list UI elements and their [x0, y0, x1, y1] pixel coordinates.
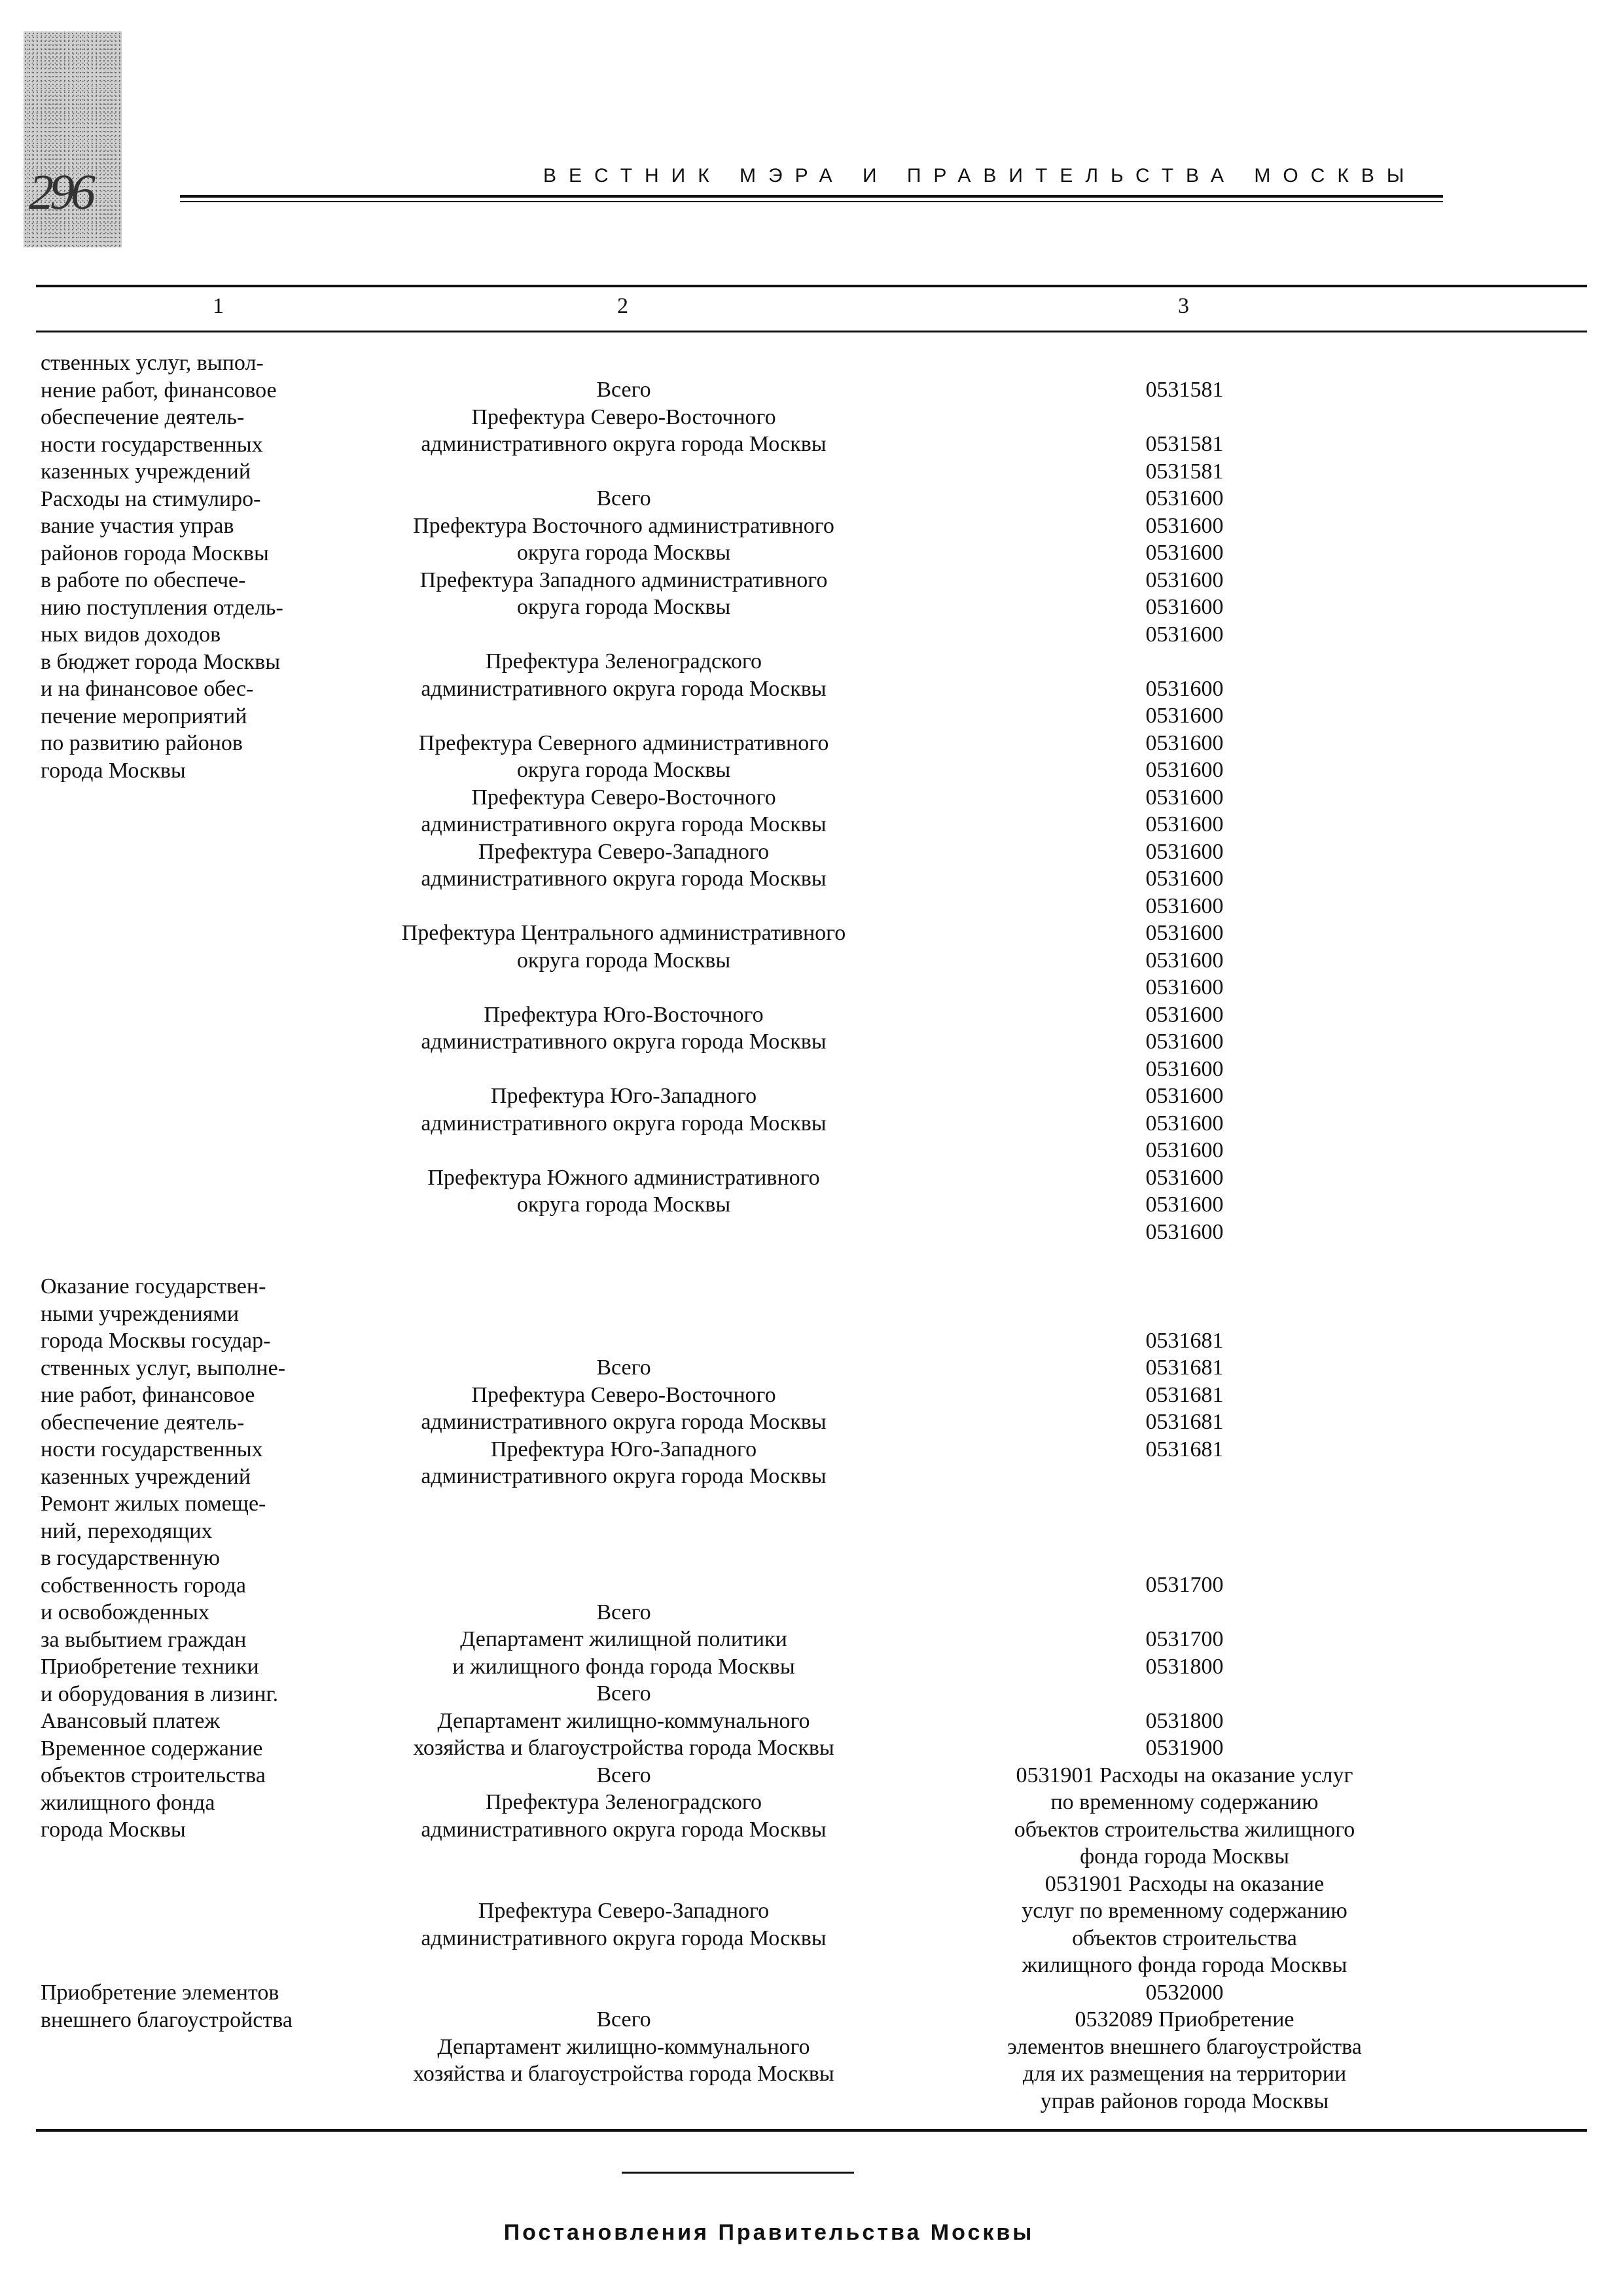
- col3-line: 0532000: [1145, 1980, 1224, 2005]
- col2-line: административного округа города Москвы: [421, 1030, 827, 1054]
- col3-line: 0531600: [1145, 1084, 1224, 1108]
- col3-line: 0532089 Приобретение: [1075, 2007, 1294, 2032]
- col1-line: нию поступления отдель-: [41, 595, 283, 620]
- col3-line: 0531581: [1145, 459, 1224, 484]
- col2-line: [359, 1219, 889, 1246]
- col1-line: и оборудования в лизинг.: [41, 1681, 279, 1706]
- col3-line: объектов строительства: [1072, 1926, 1297, 1950]
- col1-line: [41, 920, 293, 948]
- col1-line: [41, 1056, 293, 1083]
- col2-line: [359, 1327, 889, 1355]
- col2-line: Префектура Юго-Западного: [490, 1437, 757, 1462]
- col2-line: округа города Москвы: [516, 541, 731, 565]
- col3-line: [929, 1490, 1440, 1518]
- col2-line: Префектура Северо-Восточного: [471, 404, 776, 429]
- col1-line: ными учреждениями: [41, 1301, 240, 1326]
- col3-line: [929, 404, 1440, 431]
- col2-line: округа города Москвы: [516, 1193, 731, 1217]
- col2-line: Префектура Центрального административного: [401, 921, 846, 945]
- col2-line: [359, 1571, 889, 1599]
- col3-line: 0531600: [1145, 595, 1224, 619]
- col1-line: в бюджет города Москвы: [41, 649, 281, 674]
- col1-line: Ремонт жилых помеще-: [41, 1492, 266, 1516]
- col3-line: 0531600: [1145, 1002, 1224, 1027]
- col2-line: [359, 1137, 889, 1164]
- col2-line: Префектура Западного административного: [419, 567, 828, 592]
- col2-line: Префектура Северо-Западного: [478, 1899, 770, 1923]
- col3-line: 0531600: [1145, 948, 1224, 973]
- col2-line: административного округа города Москвы: [421, 1926, 827, 1950]
- col1-line: [41, 1844, 293, 1871]
- col1-line: [41, 893, 293, 920]
- col3-line: 0531800: [1145, 1708, 1224, 1733]
- col3-line: 0531681: [1145, 1410, 1224, 1434]
- section-title: Постановления Правительства Москвы: [503, 2220, 1035, 2245]
- col1-line: Авансовый платеж: [41, 1709, 220, 1733]
- col2-line: административного округа города Москвы: [421, 1410, 827, 1434]
- col1-line: [41, 1110, 293, 1138]
- col1-line: [41, 1029, 293, 1056]
- col2-line: Префектура Зеленоградского: [486, 1790, 762, 1814]
- col1-line: казенных учреждений: [41, 1464, 251, 1489]
- col2-line: административного округа города Москвы: [421, 812, 827, 836]
- col1-line: вание участия управ: [41, 514, 234, 538]
- col1-line: [41, 1246, 293, 1274]
- col1-line: Приобретение техники: [41, 1655, 259, 1679]
- col1-line: объектов строительства: [41, 1763, 266, 1787]
- col1-line: [41, 975, 293, 1002]
- col2-line: [359, 974, 889, 1001]
- col2-line: [359, 458, 889, 486]
- col1-line: в работе по обеспече-: [41, 568, 246, 592]
- col1-line: ственных услуг, выпол-: [41, 351, 264, 375]
- col2-line: [359, 1979, 889, 2007]
- col3-line: 0531600: [1145, 1056, 1224, 1081]
- col1-line: нение работ, финансовое: [41, 378, 277, 403]
- col3-line: 0531600: [1145, 1138, 1224, 1162]
- col3-line: 0531600: [1145, 676, 1224, 701]
- col1-line: ний, переходящих: [41, 1518, 213, 1543]
- col3-line: по временному содержанию: [1050, 1790, 1319, 1814]
- col1-line: и освобожденных: [41, 1600, 210, 1624]
- col1-line: [41, 812, 293, 839]
- col2-line: [359, 1300, 889, 1327]
- col3-line: 0531681: [1145, 1328, 1224, 1353]
- col2-line: административного округа города Москвы: [421, 1817, 827, 1842]
- col2-line: хозяйства и благоустройства города Москвы: [413, 1736, 834, 1760]
- col3-line: 0531600: [1145, 893, 1224, 918]
- col2-line: Префектура Северного административного: [418, 730, 829, 755]
- col2-line: Префектура Восточного административного: [413, 513, 834, 538]
- col2-line: [359, 621, 889, 649]
- col3-line: 0531600: [1145, 975, 1224, 999]
- col2-line: Всего: [596, 1681, 651, 1706]
- col1-line: за выбытием граждан: [41, 1627, 247, 1652]
- col2-line: Департамент жилищно-коммунального: [437, 2034, 810, 2059]
- col1-line: казенных учреждений: [41, 459, 251, 484]
- table-bottom-rule: [36, 2129, 1587, 2132]
- col3-line: услуг по временному содержанию: [1022, 1899, 1347, 1923]
- page-number-block: [24, 31, 122, 247]
- col2-line: Всего: [596, 1763, 651, 1787]
- header-rule-thin: [180, 201, 1443, 202]
- col2-line: Департамент жилищно-коммунального: [437, 1708, 810, 1733]
- col1-line: ных видов доходов: [41, 622, 221, 647]
- col3-line: [929, 648, 1440, 675]
- col3-line: 0531600: [1145, 785, 1224, 810]
- col1-line: жилищного фонда: [41, 1790, 215, 1815]
- col3-line: 0531600: [1145, 1030, 1224, 1054]
- col1-line: [41, 1083, 293, 1111]
- col3-line: 0531600: [1145, 486, 1224, 511]
- col3-line: 0531700: [1145, 1573, 1224, 1597]
- col2-line: Префектура Юго-Западного: [490, 1084, 757, 1108]
- col1-line: [41, 1952, 293, 1980]
- col3-line: [929, 1517, 1440, 1545]
- col1-line: [41, 1192, 293, 1219]
- col2-line: [359, 1952, 889, 1979]
- col1-line: и на финансовое обес-: [41, 677, 254, 701]
- col3-line: [929, 1680, 1440, 1708]
- col1-line: Приобретение элементов: [41, 1981, 279, 2005]
- table-header-rule: [36, 331, 1587, 332]
- col1-line: [41, 947, 293, 975]
- col1-line: [41, 1164, 293, 1192]
- header-rule: [180, 195, 1443, 198]
- col2-line: Всего: [596, 2007, 651, 2032]
- col2-line: [359, 1490, 889, 1518]
- col1-line: Оказание государствен-: [41, 1274, 266, 1299]
- col2-line: округа города Москвы: [516, 595, 731, 619]
- col1-line: [41, 1138, 293, 1165]
- col2-line: [359, 1545, 889, 1572]
- running-title: ВЕСТНИК МЭРА И ПРАВИТЕЛЬСТВА МОСКВЫ: [543, 165, 1417, 187]
- col2-line: Всего: [596, 1600, 651, 1624]
- col3-line: [929, 1246, 1440, 1273]
- col2-line: [359, 1517, 889, 1545]
- col2-line: Всего: [596, 1355, 651, 1380]
- col1-line: [41, 838, 293, 866]
- col1-line: внешнего благоустройства: [41, 2007, 293, 2032]
- col3-line: 0531600: [1145, 704, 1224, 728]
- col1-line: города Москвы: [41, 1818, 186, 1842]
- col2-line: округа города Москвы: [516, 758, 731, 782]
- col1-line: ственных услуг, выполне-: [41, 1355, 286, 1380]
- col1-line: по развитию районов: [41, 731, 243, 755]
- col1-line: ние работ, финансовое: [41, 1383, 255, 1407]
- col1-line: [41, 866, 293, 893]
- col3-line: жилищного фонда города Москвы: [1022, 1953, 1347, 1977]
- col1-line: [41, 1925, 293, 1952]
- col1-line: ности государственных: [41, 1437, 263, 1462]
- col3-line: для их размещения на территории: [1022, 2062, 1347, 2086]
- col1-line: в государственную: [41, 1546, 221, 1570]
- col3-line: 0531600: [1145, 758, 1224, 782]
- col3-line: 0531800: [1145, 1654, 1224, 1679]
- col1-line: Временное содержание: [41, 1736, 263, 1761]
- col3-line: 0531581: [1145, 432, 1224, 456]
- col3-line: 0531600: [1145, 730, 1224, 755]
- col3-line: 0531681: [1145, 1382, 1224, 1407]
- col3-line: [929, 1300, 1440, 1327]
- column-3-text: [929, 376, 1440, 2115]
- column-2-text: [359, 376, 889, 2088]
- col3-line: 0531600: [1145, 1165, 1224, 1190]
- col2-line: округа города Москвы: [516, 948, 731, 973]
- col3-line: фонда города Москвы: [1080, 1844, 1289, 1869]
- col2-line: [359, 1273, 889, 1300]
- col3-line: 0531600: [1145, 1111, 1224, 1136]
- col2-line: Префектура Южного административного: [427, 1165, 820, 1190]
- table-top-rule: [36, 285, 1587, 287]
- col3-line: 0531600: [1145, 513, 1224, 538]
- col3-line: 0531581: [1145, 378, 1224, 402]
- col3-line: 0531700: [1145, 1627, 1224, 1651]
- col1-line: обеспечение деятель-: [41, 1410, 245, 1435]
- col3-line: 0531600: [1145, 622, 1224, 647]
- col3-line: [929, 1545, 1440, 1572]
- col3-line: 0531600: [1145, 812, 1224, 836]
- column-header-1: 1: [213, 294, 224, 318]
- column-header-3: 3: [1178, 294, 1189, 318]
- col2-line: административного округа города Москвы: [421, 676, 827, 701]
- col2-line: [359, 1843, 889, 1871]
- col1-line: города Москвы государ-: [41, 1329, 271, 1353]
- col3-line: 0531600: [1145, 839, 1224, 864]
- col3-line: [929, 1599, 1440, 1626]
- col1-line: [41, 784, 293, 812]
- col3-line: 0531600: [1145, 567, 1224, 592]
- col3-line: объектов строительства жилищного: [1014, 1817, 1355, 1842]
- col3-line: 0531900: [1145, 1736, 1224, 1760]
- col1-line: районов города Москвы: [41, 541, 269, 565]
- col3-line: [929, 1463, 1440, 1490]
- col2-line: [359, 702, 889, 730]
- col2-line: Префектура Северо-Восточного: [471, 1382, 776, 1407]
- col2-line: хозяйства и благоустройства города Москвы: [413, 2062, 834, 2086]
- col3-line: 0531901 Расходы на оказание услуг: [1016, 1763, 1353, 1787]
- col3-line: элементов внешнего благоустройства: [1007, 2034, 1362, 2059]
- col1-line: [41, 1871, 293, 1898]
- col1-line: обеспечение деятель-: [41, 405, 245, 429]
- col2-line: административного округа города Москвы: [421, 432, 827, 456]
- col2-line: Префектура Северо-Западного: [478, 839, 770, 864]
- col1-line: печение мероприятий: [41, 704, 247, 728]
- col1-line: города Москвы: [41, 758, 186, 783]
- col2-line: административного округа города Москвы: [421, 867, 827, 891]
- col3-line: 0531901 Расходы на оказание: [1044, 1871, 1325, 1896]
- col1-line: [41, 1898, 293, 1926]
- col2-line: Префектура Зеленоградского: [486, 649, 762, 673]
- col1-line: [41, 1219, 293, 1246]
- col1-line: [41, 1001, 293, 1029]
- col3-line: [929, 1273, 1440, 1300]
- col2-line: Всего: [596, 486, 651, 511]
- page-number: 296: [29, 165, 92, 220]
- col3-line: 0531600: [1145, 541, 1224, 565]
- col2-line: [359, 893, 889, 920]
- col1-line: ности государственных: [41, 432, 263, 457]
- col2-line: [359, 1871, 889, 1898]
- col3-line: 0531600: [1145, 1219, 1224, 1244]
- col3-line: 0531681: [1145, 1437, 1224, 1462]
- column-header-2: 2: [617, 294, 628, 318]
- col2-line: Префектура Юго-Восточного: [484, 1002, 764, 1027]
- col2-line: [359, 1246, 889, 1273]
- col3-line: управ районов города Москвы: [1040, 2089, 1329, 2113]
- col3-line: 0531600: [1145, 867, 1224, 891]
- col2-line: Всего: [596, 378, 651, 402]
- col2-line: и жилищного фонда города Москвы: [452, 1654, 795, 1679]
- col2-line: административного округа города Москвы: [421, 1464, 827, 1488]
- col2-line: административного округа города Москвы: [421, 1111, 827, 1136]
- column-1-text: [41, 350, 293, 2034]
- col3-line: 0531681: [1145, 1355, 1224, 1380]
- footer-rule: [622, 2172, 854, 2174]
- col2-line: [359, 1056, 889, 1083]
- col2-line: Префектура Северо-Восточного: [471, 785, 776, 810]
- col1-line: собственность города: [41, 1573, 246, 1598]
- col1-line: Расходы на стимулиро-: [41, 486, 261, 511]
- col3-line: 0531600: [1145, 921, 1224, 945]
- col2-line: Департамент жилищной политики: [460, 1627, 787, 1651]
- col3-line: 0531600: [1145, 1193, 1224, 1217]
